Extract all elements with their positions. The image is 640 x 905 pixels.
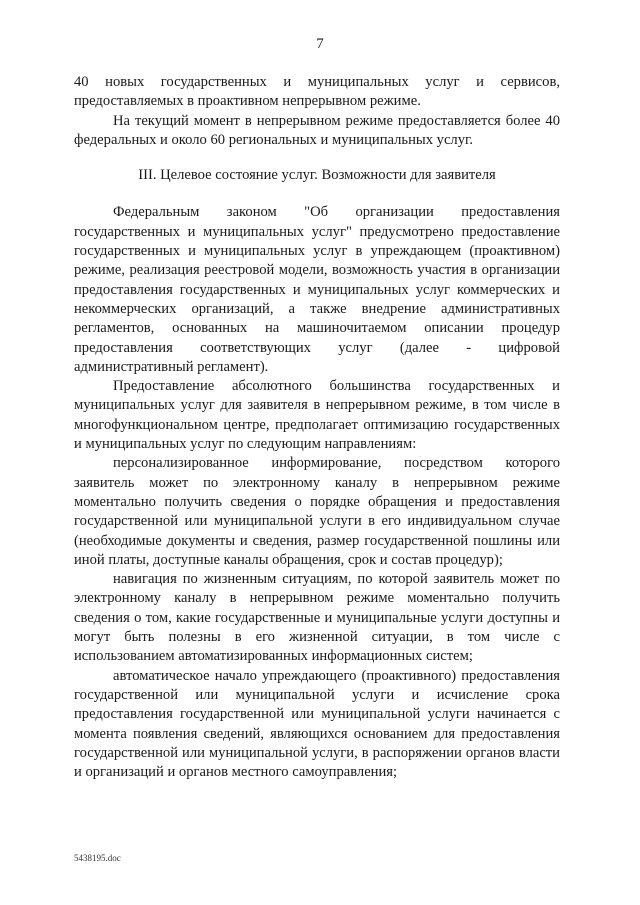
footer-doc-name: 5438195.doc [74, 853, 121, 863]
paragraph: 40 новых государственных и муниципальных услуг и сервисов, предоставляемых в проактивном непрерывном режиме. [74, 74, 560, 110]
section-heading: III. Целевое состояние услуг. Возможности для заявителя [138, 167, 496, 184]
list-item: автоматическое начало упреждающего (проактивного) предоставления государственной или муниципальной услуги и исчисление срока предоставления государственной или муниципальной услуги начинается с момента появления сведений, являющихся основанием для предоставления государственной или муниципальной услуги, в распоряжении органов власти и организаций и органов местного самоуправления; [74, 667, 560, 781]
document-body [74, 73, 560, 782]
list-item: навигация по жизненным ситуациям, по которой заявитель может по электронному каналу в непрерывном режиме моментально получить сведения о том, какие государственные и муниципальные услуги доступны и могут быть полезны в его жизненной ситуации, в том числе с использованием автоматизированных информационных систем; [74, 571, 560, 665]
paragraph: Предоставление абсолютного большинства государственных и муниципальных услуг для заявителя в непрерывном режиме, в том числе в многофункциональном центре, предполагает оптимизацию государственных и муниципальных услуг по следующим направлениям: [74, 378, 560, 453]
page-number: 7 [316, 36, 324, 52]
list-item: персонализированное информирование, посредством которого заявитель может по электронному каналу в непрерывном режиме моментально получить сведения о порядке обращения и предоставления государственной или муниципальной услуги в его индивидуальном случае (необходимые документы и сведения, размер государственной пошлины или иной платы, доступные каналы обращения, срок и состав процедур); [74, 455, 560, 568]
paragraph: Федеральным законом "Об организации предоставления государственных и муниципальных услуг" предусмотрено предоставление государственных и муниципальных услуг в упреждающем (проактивном) режиме, реализация реестровой модели, возможность участия в организации предоставления государственных и муниципальных услуг коммерческих и некоммерческих организаций, а также внедрение административных регламентов, основанных на машиночитаемом описании процедур предоставления соответствующих услуг (далее - цифровой административный регламент). [74, 204, 560, 375]
paragraph: На текущий момент в непрерывном режиме предоставляется более 40 федеральных и около 60 региональных и муниципальных услуг. [74, 112, 560, 148]
